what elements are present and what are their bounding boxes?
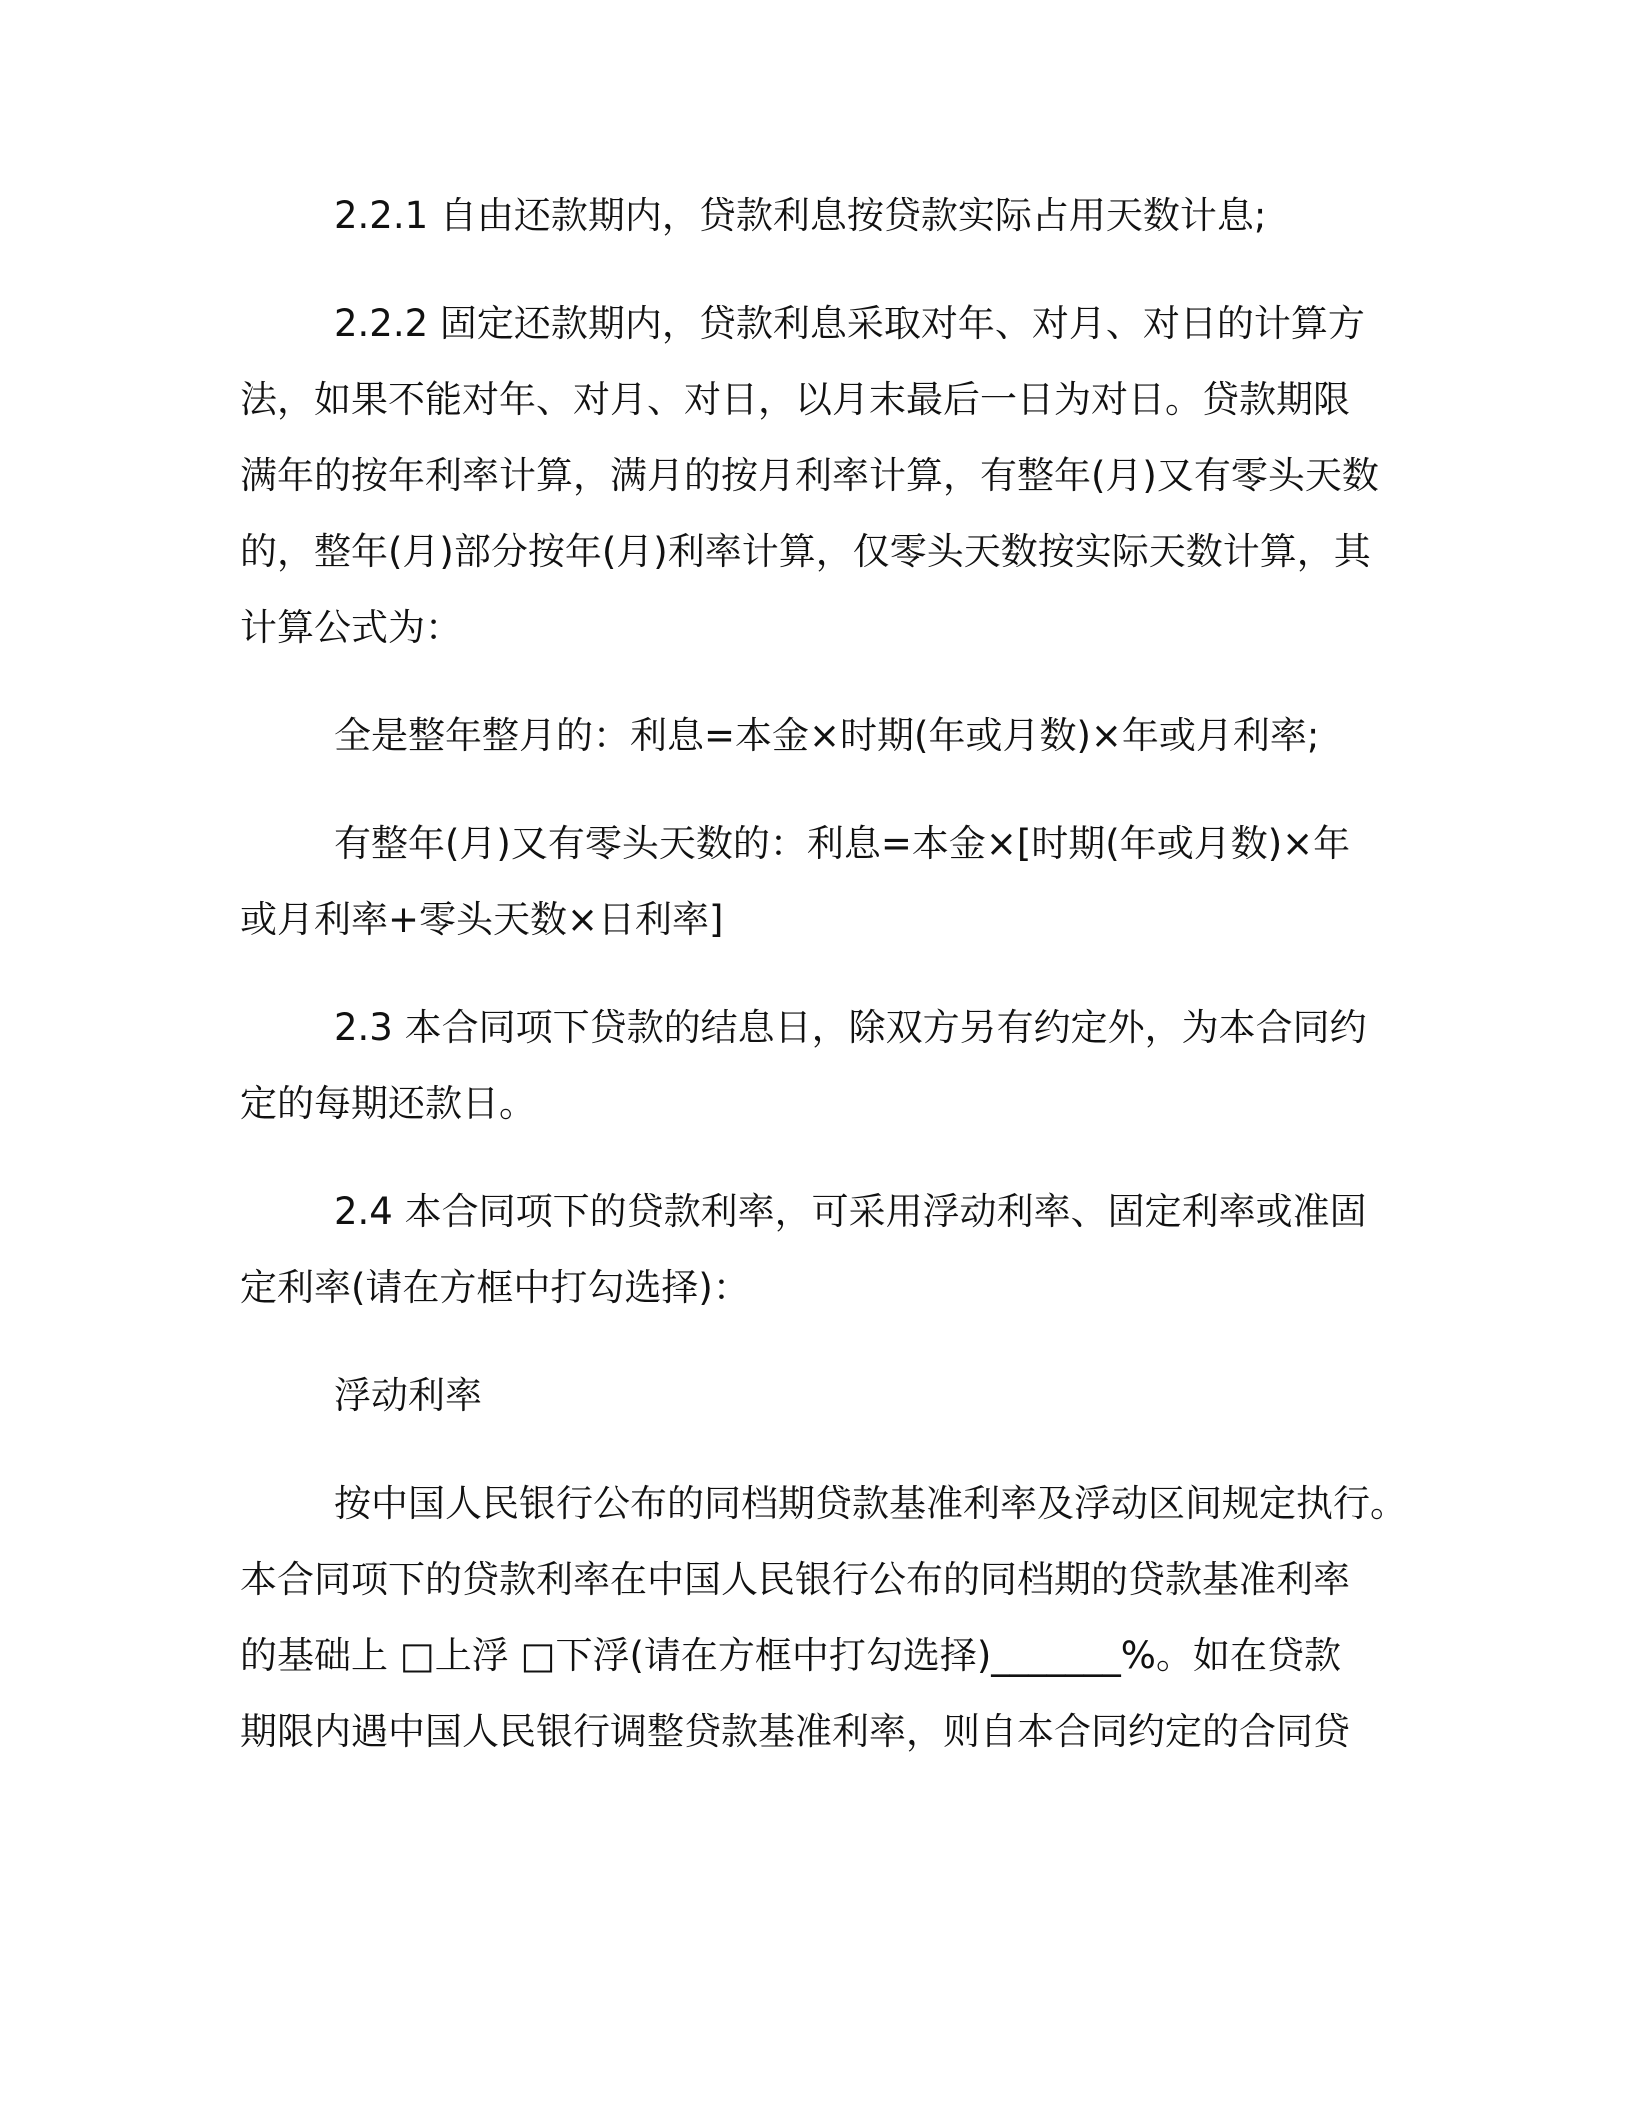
paragraph-2-2-2-line-5: 计算公式为：	[240, 606, 462, 649]
floating-rate-heading: 浮动利率	[334, 1374, 482, 1417]
floating-rate-body-line-1: 按中国人民银行公布的同档期贷款基准利率及浮动区间规定执行。	[334, 1482, 1407, 1525]
floating-rate-body-line-3: 的基础上 □上浮 □下浮(请在方框中打勾选择)_______%。如在贷款	[240, 1634, 1341, 1677]
floating-rate-body-line-2: 本合同项下的贷款利率在中国人民银行公布的同档期的贷款基准利率	[240, 1558, 1350, 1601]
paragraph-2-3-line-1: 2.3 本合同项下贷款的结息日，除双方另有约定外，为本合同约	[334, 1006, 1367, 1049]
floating-rate-body-line-4: 期限内遇中国人民银行调整贷款基准利率，则自本合同约定的合同贷	[240, 1710, 1350, 1753]
paragraph-2-2-2-line-4: 的，整年(月)部分按年(月)利率计算，仅零头天数按实际天数计算，其	[240, 530, 1371, 573]
paragraph-2-2-1-line-1: 2.2.1 自由还款期内，贷款利息按贷款实际占用天数计息;	[334, 194, 1267, 237]
paragraph-2-4-line-1: 2.4 本合同项下的贷款利率，可采用浮动利率、固定利率或准固	[334, 1190, 1367, 1233]
paragraph-2-4-line-2: 定利率(请在方框中打勾选择)：	[240, 1266, 750, 1309]
paragraph-2-2-2-line-1: 2.2.2 固定还款期内，贷款利息采取对年、对月、对日的计算方	[334, 302, 1365, 345]
paragraph-2-3-line-2: 定的每期还款日。	[240, 1082, 536, 1125]
formula-whole-period-line-1: 全是整年整月的：利息=本金×时期(年或月数)×年或月利率;	[334, 714, 1320, 757]
formula-mixed-period-line-1: 有整年(月)又有零头天数的：利息=本金×[时期(年或月数)×年	[334, 822, 1351, 865]
paragraph-2-2-2-line-3: 满年的按年利率计算，满月的按月利率计算，有整年(月)又有零头天数	[240, 454, 1379, 497]
formula-mixed-period-line-2: 或月利率+零头天数×日利率]	[240, 898, 724, 941]
paragraph-2-2-2-line-2: 法，如果不能对年、对月、对日，以月末最后一日为对日。贷款期限	[240, 378, 1350, 421]
